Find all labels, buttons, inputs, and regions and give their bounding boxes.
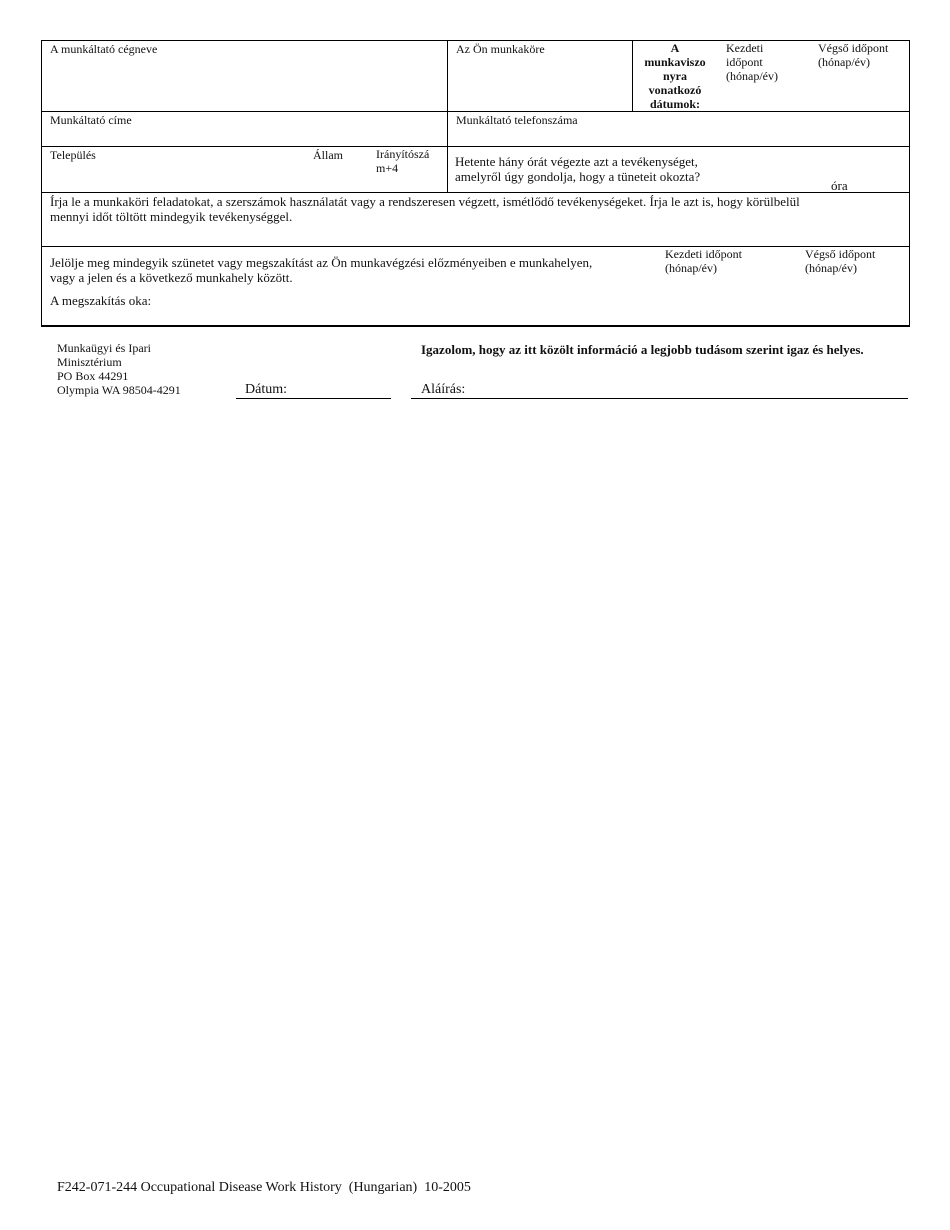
job-duties-instructions: Írja le a munkaköri feladatokat, a szerszámok használatát vagy a rendszeresen végzett, ismétlődő tevékenységeket. Írja le azt is, hogy körülbelül mennyi időt töltött mindegyik tevékenységgel. — [50, 194, 800, 224]
interruption-end-date-field[interactable] — [800, 247, 909, 292]
employment-end-date-label: Végső időpont (hónap/év) — [818, 41, 889, 69]
state-field[interactable] — [304, 147, 368, 192]
signature-label: Aláírás: — [421, 382, 466, 397]
hours-unit-label: óra — [831, 178, 848, 193]
hours-question: Hetente hány órát végezte azt a tevékenységet, amelyről úgy gondolja, hogy a tüneteit okozta? — [455, 154, 701, 184]
zip-field[interactable] — [368, 147, 447, 192]
state-label: Állam — [313, 148, 343, 162]
employment-start-date-label: Kezdeti időpont (hónap/év) — [726, 41, 778, 83]
company-name-field[interactable] — [42, 41, 447, 111]
employment-end-date-field[interactable] — [810, 41, 909, 111]
employer-address-label: Munkáltató címe — [50, 113, 132, 127]
interruption-reason-field[interactable] — [42, 292, 909, 325]
company-name-label: A munkáltató cégneve — [50, 42, 158, 56]
form-border-right — [909, 40, 910, 326]
form-identifier: F242-071-244 Occupational Disease Work History (Hungarian) 10-2005 — [57, 1180, 471, 1195]
interruption-reason-label: A megszakítás oka: — [50, 293, 152, 308]
employer-address-field[interactable] — [42, 112, 447, 146]
date-field[interactable] — [236, 380, 391, 399]
city-field[interactable] — [42, 147, 304, 192]
interruption-start-date-field[interactable] — [660, 247, 798, 292]
position-field[interactable] — [448, 41, 632, 111]
certification-statement: Igazolom, hogy az itt közölt információ a legjobb tudásom szerint igaz és helyes. — [421, 342, 864, 357]
signature-field[interactable] — [411, 380, 908, 399]
job-duties-field[interactable] — [42, 193, 909, 246]
date-label: Dátum: — [245, 382, 287, 397]
city-label: Település — [50, 148, 96, 162]
employer-phone-field[interactable] — [448, 112, 909, 146]
interruption-start-date-label: Kezdeti időpont (hónap/év) — [665, 247, 742, 275]
employment-dates-label: A munkaviszo nyra vonatkozó dátumok: — [644, 41, 706, 111]
zip-label: Irányítószá m+4 — [376, 147, 430, 175]
employment-start-date-field[interactable] — [718, 41, 810, 111]
interruption-instructions: Jelölje meg mindegyik szünetet vagy megszakítást az Ön munkavégzési előzményeiben e munkahelyen, vagy a jelen és a következő munkahely között. — [50, 255, 593, 285]
column-divider-dates — [632, 40, 633, 112]
form-border-bottom — [41, 325, 910, 327]
interruption-end-date-label: Végső időpont (hónap/év) — [805, 247, 876, 275]
hours-per-week-field[interactable] — [760, 150, 828, 188]
position-label: Az Ön munkaköre — [456, 42, 545, 56]
agency-address: Munkaügyi és Ipari Minisztérium PO Box 44291 Olympia WA 98504-4291 — [57, 341, 181, 397]
employer-phone-label: Munkáltató telefonszáma — [456, 113, 578, 127]
